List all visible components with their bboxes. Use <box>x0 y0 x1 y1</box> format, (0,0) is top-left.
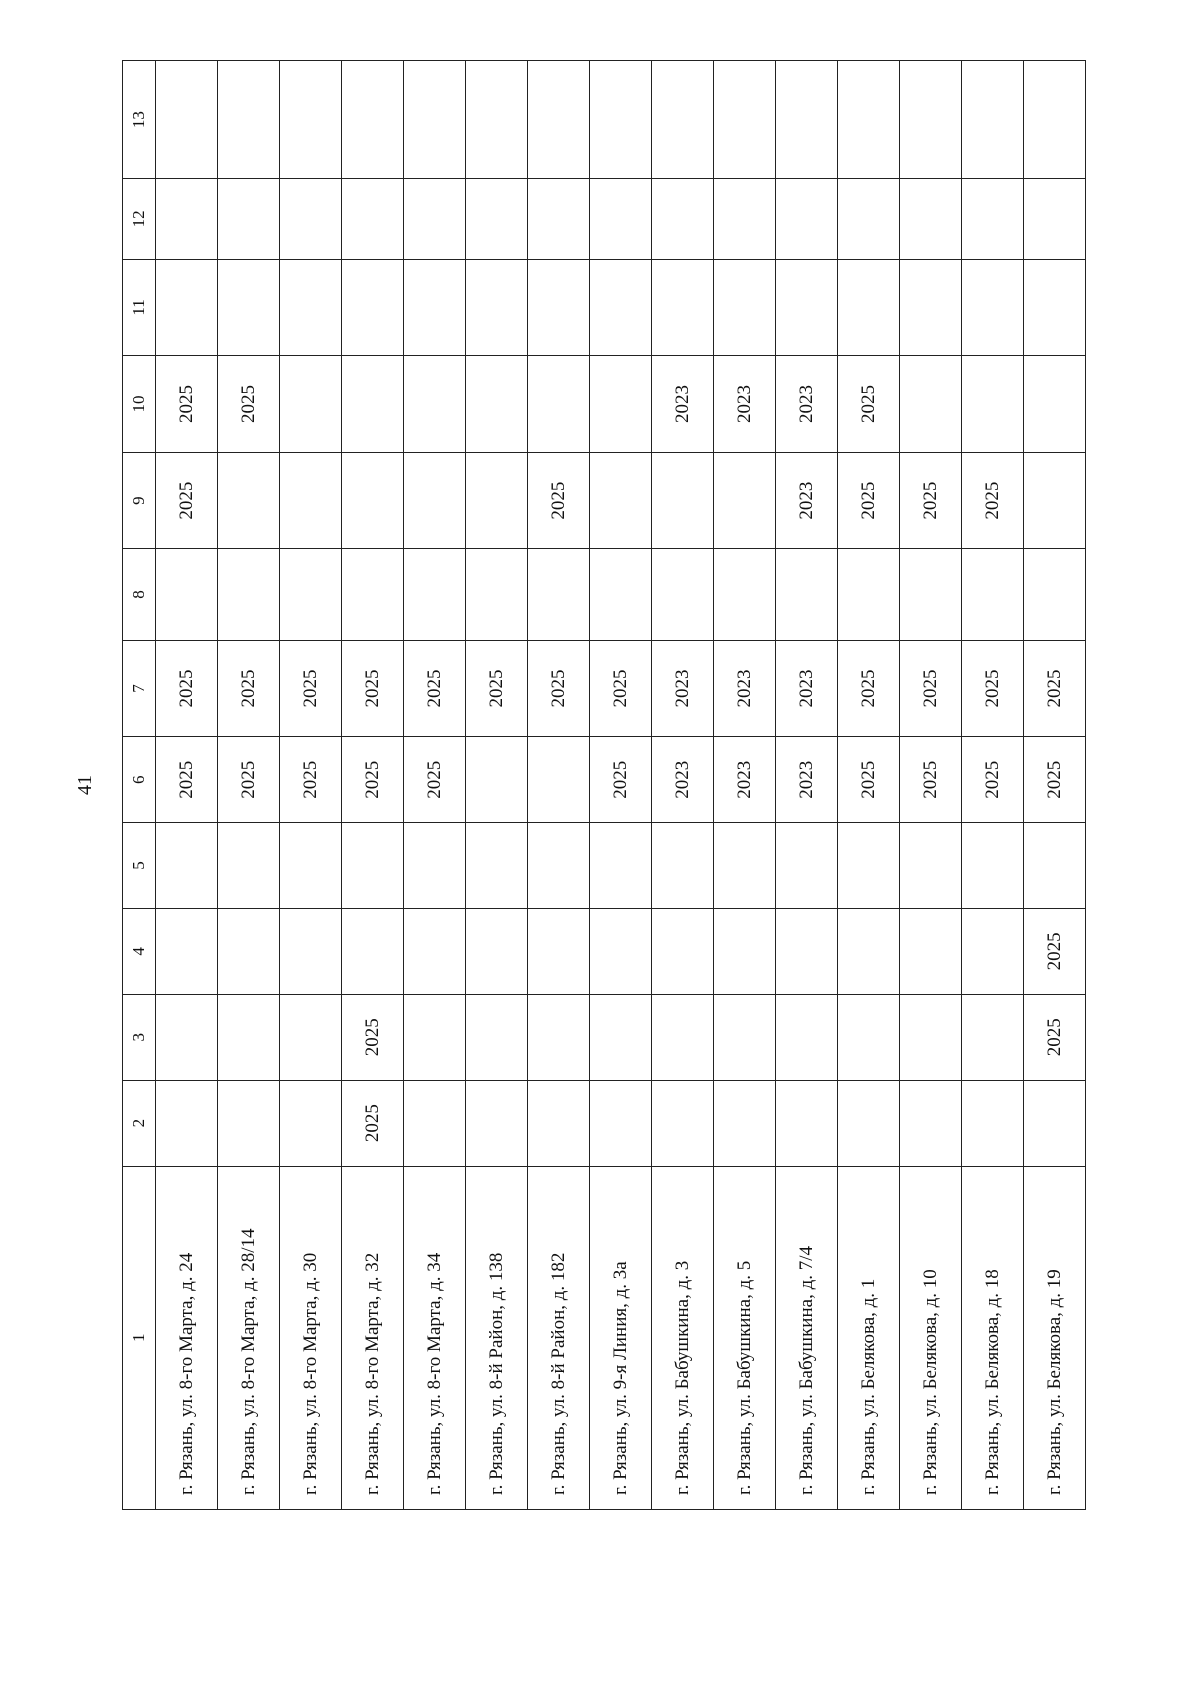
year-cell-col-11 <box>280 259 342 356</box>
year-cell-col-7: 2025 <box>900 640 962 737</box>
year-cell-col-10 <box>404 356 466 453</box>
address-cell: г. Рязань, ул. 8-го Марта, д. 24 <box>156 1166 218 1509</box>
year-cell-col-9: 2023 <box>776 452 838 549</box>
year-cell-col-5 <box>156 823 218 909</box>
year-cell-col-2 <box>466 1080 528 1166</box>
year-cell-col-5 <box>1024 823 1086 909</box>
column-number-10: 10 <box>123 356 156 453</box>
year-cell-col-9: 2025 <box>900 452 962 549</box>
table-row <box>280 61 342 1510</box>
year-cell-col-8 <box>776 549 838 640</box>
year-cell-col-13 <box>466 61 528 179</box>
table-row <box>1024 61 1086 1510</box>
year-cell-col-12 <box>528 179 590 260</box>
year-cell-col-13 <box>342 61 404 179</box>
year-cell-col-10: 2023 <box>776 356 838 453</box>
year-cell-col-7: 2023 <box>652 640 714 737</box>
year-cell-col-11 <box>156 259 218 356</box>
year-cell-col-13 <box>652 61 714 179</box>
year-cell-col-6: 2025 <box>404 737 466 823</box>
year-cell-col-9: 2025 <box>156 452 218 549</box>
year-cell-col-12 <box>652 179 714 260</box>
address-cell: г. Рязань, ул. 8-го Марта, д. 30 <box>280 1166 342 1509</box>
year-cell-col-11 <box>962 259 1024 356</box>
year-cell-col-13 <box>156 61 218 179</box>
year-cell-col-3 <box>528 994 590 1080</box>
year-cell-col-6: 2025 <box>218 737 280 823</box>
table-row <box>156 61 218 1510</box>
year-cell-col-12 <box>900 179 962 260</box>
year-cell-col-10 <box>900 356 962 453</box>
year-cell-col-8 <box>590 549 652 640</box>
year-cell-col-5 <box>342 823 404 909</box>
year-cell-col-5 <box>528 823 590 909</box>
year-cell-col-8 <box>900 549 962 640</box>
year-cell-col-12 <box>218 179 280 260</box>
year-cell-col-6: 2025 <box>156 737 218 823</box>
year-cell-col-6: 2023 <box>652 737 714 823</box>
column-number-5: 5 <box>123 823 156 909</box>
year-cell-col-3 <box>652 994 714 1080</box>
column-number-1: 1 <box>123 1166 156 1509</box>
year-cell-col-2 <box>1024 1080 1086 1166</box>
year-cell-col-2 <box>900 1080 962 1166</box>
year-cell-col-4 <box>466 908 528 994</box>
year-cell-col-4: 2025 <box>1024 908 1086 994</box>
page-number: 41 <box>74 775 96 795</box>
year-cell-col-7: 2023 <box>714 640 776 737</box>
year-cell-col-10: 2025 <box>156 356 218 453</box>
year-cell-col-6: 2023 <box>776 737 838 823</box>
address-cell: г. Рязань, ул. 8-й Район, д. 182 <box>528 1166 590 1509</box>
year-cell-col-4 <box>652 908 714 994</box>
year-cell-col-8 <box>466 549 528 640</box>
year-cell-col-12 <box>280 179 342 260</box>
column-number-9: 9 <box>123 452 156 549</box>
year-cell-col-3 <box>404 994 466 1080</box>
year-cell-col-7: 2025 <box>156 640 218 737</box>
year-cell-col-7: 2025 <box>528 640 590 737</box>
year-cell-col-2: 2025 <box>342 1080 404 1166</box>
table-row <box>776 61 838 1510</box>
year-cell-col-7: 2025 <box>962 640 1024 737</box>
year-cell-col-8 <box>714 549 776 640</box>
year-cell-col-10 <box>962 356 1024 453</box>
year-cell-col-12 <box>714 179 776 260</box>
year-cell-col-7: 2025 <box>218 640 280 737</box>
year-cell-col-4 <box>714 908 776 994</box>
year-cell-col-13 <box>528 61 590 179</box>
year-cell-col-4 <box>962 908 1024 994</box>
year-cell-col-13 <box>218 61 280 179</box>
year-cell-col-11 <box>652 259 714 356</box>
year-cell-col-9: 2025 <box>528 452 590 549</box>
year-cell-col-8 <box>962 549 1024 640</box>
year-cell-col-10: 2023 <box>652 356 714 453</box>
year-cell-col-3 <box>156 994 218 1080</box>
year-cell-col-4 <box>590 908 652 994</box>
year-cell-col-2 <box>776 1080 838 1166</box>
year-cell-col-9 <box>342 452 404 549</box>
year-cell-col-5 <box>838 823 900 909</box>
year-cell-col-2 <box>714 1080 776 1166</box>
year-cell-col-9 <box>404 452 466 549</box>
year-cell-col-5 <box>714 823 776 909</box>
year-cell-col-13 <box>900 61 962 179</box>
year-cell-col-5 <box>900 823 962 909</box>
address-cell: г. Рязань, ул. Белякова, д. 18 <box>962 1166 1024 1509</box>
table-row <box>900 61 962 1510</box>
year-cell-col-7: 2025 <box>466 640 528 737</box>
address-cell: г. Рязань, ул. 9-я Линия, д. 3а <box>590 1166 652 1509</box>
year-cell-col-2 <box>962 1080 1024 1166</box>
year-cell-col-3 <box>590 994 652 1080</box>
year-cell-col-9 <box>590 452 652 549</box>
table-row <box>652 61 714 1510</box>
year-cell-col-6 <box>528 737 590 823</box>
year-cell-col-5 <box>962 823 1024 909</box>
year-cell-col-10: 2025 <box>838 356 900 453</box>
year-cell-col-11 <box>590 259 652 356</box>
year-cell-col-8 <box>528 549 590 640</box>
year-cell-col-4 <box>776 908 838 994</box>
year-cell-col-13 <box>714 61 776 179</box>
year-cell-col-10: 2023 <box>714 356 776 453</box>
year-cell-col-6: 2025 <box>900 737 962 823</box>
year-cell-col-2 <box>156 1080 218 1166</box>
table-row <box>590 61 652 1510</box>
year-cell-col-4 <box>528 908 590 994</box>
column-number-row <box>123 61 156 1510</box>
year-cell-col-10: 2025 <box>218 356 280 453</box>
table-row <box>342 61 404 1510</box>
year-cell-col-6: 2025 <box>590 737 652 823</box>
year-cell-col-10 <box>342 356 404 453</box>
year-cell-col-12 <box>590 179 652 260</box>
year-cell-col-13 <box>838 61 900 179</box>
year-cell-col-3: 2025 <box>1024 994 1086 1080</box>
year-cell-col-4 <box>900 908 962 994</box>
year-cell-col-3 <box>466 994 528 1080</box>
year-cell-col-11 <box>714 259 776 356</box>
year-cell-col-3 <box>776 994 838 1080</box>
year-cell-col-6: 2025 <box>1024 737 1086 823</box>
year-cell-col-8 <box>280 549 342 640</box>
address-cell: г. Рязань, ул. Белякова, д. 1 <box>838 1166 900 1509</box>
column-number-12: 12 <box>123 179 156 260</box>
year-cell-col-5 <box>404 823 466 909</box>
year-cell-col-5 <box>590 823 652 909</box>
year-cell-col-6: 2025 <box>280 737 342 823</box>
year-cell-col-6: 2023 <box>714 737 776 823</box>
year-cell-col-6: 2025 <box>962 737 1024 823</box>
year-cell-col-11 <box>838 259 900 356</box>
year-cell-col-10 <box>590 356 652 453</box>
year-cell-col-12 <box>1024 179 1086 260</box>
year-cell-col-13 <box>590 61 652 179</box>
year-cell-col-3 <box>218 994 280 1080</box>
year-cell-col-4 <box>342 908 404 994</box>
year-cell-col-11 <box>218 259 280 356</box>
year-cell-col-10 <box>1024 356 1086 453</box>
address-cell: г. Рязань, ул. 8-й Район, д. 138 <box>466 1166 528 1509</box>
year-cell-col-2 <box>280 1080 342 1166</box>
year-cell-col-9 <box>218 452 280 549</box>
column-number-6: 6 <box>123 737 156 823</box>
table-row <box>528 61 590 1510</box>
table-row <box>714 61 776 1510</box>
year-cell-col-13 <box>280 61 342 179</box>
year-cell-col-10 <box>466 356 528 453</box>
year-cell-col-2 <box>218 1080 280 1166</box>
column-number-8: 8 <box>123 549 156 640</box>
year-cell-col-5 <box>466 823 528 909</box>
table-row <box>838 61 900 1510</box>
address-cell: г. Рязань, ул. 8-го Марта, д. 32 <box>342 1166 404 1509</box>
year-cell-col-11 <box>776 259 838 356</box>
table-row <box>466 61 528 1510</box>
year-cell-col-11 <box>466 259 528 356</box>
year-cell-col-3 <box>714 994 776 1080</box>
year-cell-col-2 <box>528 1080 590 1166</box>
year-cell-col-2 <box>590 1080 652 1166</box>
year-cell-col-3 <box>838 994 900 1080</box>
year-cell-col-13 <box>962 61 1024 179</box>
year-cell-col-6: 2025 <box>342 737 404 823</box>
address-cell: г. Рязань, ул. Бабушкина, д. 7/4 <box>776 1166 838 1509</box>
year-cell-col-4 <box>838 908 900 994</box>
year-cell-col-5 <box>218 823 280 909</box>
year-cell-col-7: 2025 <box>590 640 652 737</box>
year-cell-col-13 <box>1024 61 1086 179</box>
year-cell-col-12 <box>962 179 1024 260</box>
address-cell: г. Рязань, ул. 8-го Марта, д. 28/14 <box>218 1166 280 1509</box>
year-cell-col-11 <box>900 259 962 356</box>
year-cell-col-3: 2025 <box>342 994 404 1080</box>
address-cell: г. Рязань, ул. Белякова, д. 10 <box>900 1166 962 1509</box>
address-cell: г. Рязань, ул. 8-го Марта, д. 34 <box>404 1166 466 1509</box>
year-cell-col-9: 2025 <box>962 452 1024 549</box>
year-cell-col-3 <box>900 994 962 1080</box>
column-number-2: 2 <box>123 1080 156 1166</box>
year-cell-col-10 <box>280 356 342 453</box>
year-cell-col-13 <box>404 61 466 179</box>
rotated-table-container <box>122 60 1079 1510</box>
year-cell-col-8 <box>838 549 900 640</box>
year-cell-col-13 <box>776 61 838 179</box>
year-cell-col-11 <box>342 259 404 356</box>
year-cell-col-2 <box>652 1080 714 1166</box>
year-cell-col-9 <box>280 452 342 549</box>
table-row <box>218 61 280 1510</box>
address-cell: г. Рязань, ул. Бабушкина, д. 5 <box>714 1166 776 1509</box>
year-cell-col-12 <box>466 179 528 260</box>
year-cell-col-6: 2025 <box>838 737 900 823</box>
year-cell-col-9 <box>714 452 776 549</box>
year-cell-col-7: 2025 <box>1024 640 1086 737</box>
column-number-7: 7 <box>123 640 156 737</box>
year-cell-col-8 <box>156 549 218 640</box>
year-cell-col-12 <box>156 179 218 260</box>
year-cell-col-7: 2023 <box>776 640 838 737</box>
table-row <box>404 61 466 1510</box>
year-cell-col-9 <box>1024 452 1086 549</box>
year-cell-col-3 <box>962 994 1024 1080</box>
year-cell-col-5 <box>280 823 342 909</box>
year-cell-col-5 <box>652 823 714 909</box>
year-cell-col-9 <box>466 452 528 549</box>
year-cell-col-8 <box>1024 549 1086 640</box>
address-cell: г. Рязань, ул. Белякова, д. 19 <box>1024 1166 1086 1509</box>
year-cell-col-8 <box>652 549 714 640</box>
year-cell-col-11 <box>528 259 590 356</box>
year-cell-col-11 <box>1024 259 1086 356</box>
year-cell-col-4 <box>156 908 218 994</box>
column-number-4: 4 <box>123 908 156 994</box>
year-cell-col-8 <box>404 549 466 640</box>
year-cell-col-5 <box>776 823 838 909</box>
year-cell-col-7: 2025 <box>404 640 466 737</box>
year-cell-col-10 <box>528 356 590 453</box>
column-number-11: 11 <box>123 259 156 356</box>
year-cell-col-8 <box>342 549 404 640</box>
year-cell-col-7: 2025 <box>342 640 404 737</box>
year-cell-col-4 <box>404 908 466 994</box>
repair-schedule-table <box>122 60 1086 1510</box>
year-cell-col-9: 2025 <box>838 452 900 549</box>
year-cell-col-12 <box>776 179 838 260</box>
year-cell-col-12 <box>404 179 466 260</box>
address-cell: г. Рязань, ул. Бабушкина, д. 3 <box>652 1166 714 1509</box>
year-cell-col-3 <box>280 994 342 1080</box>
year-cell-col-11 <box>404 259 466 356</box>
year-cell-col-7: 2025 <box>838 640 900 737</box>
year-cell-col-8 <box>218 549 280 640</box>
year-cell-col-4 <box>280 908 342 994</box>
year-cell-col-4 <box>218 908 280 994</box>
column-number-13: 13 <box>123 61 156 179</box>
year-cell-col-6 <box>466 737 528 823</box>
year-cell-col-9 <box>652 452 714 549</box>
year-cell-col-12 <box>838 179 900 260</box>
year-cell-col-2 <box>838 1080 900 1166</box>
column-number-3: 3 <box>123 994 156 1080</box>
year-cell-col-7: 2025 <box>280 640 342 737</box>
table-row <box>962 61 1024 1510</box>
year-cell-col-2 <box>404 1080 466 1166</box>
year-cell-col-12 <box>342 179 404 260</box>
